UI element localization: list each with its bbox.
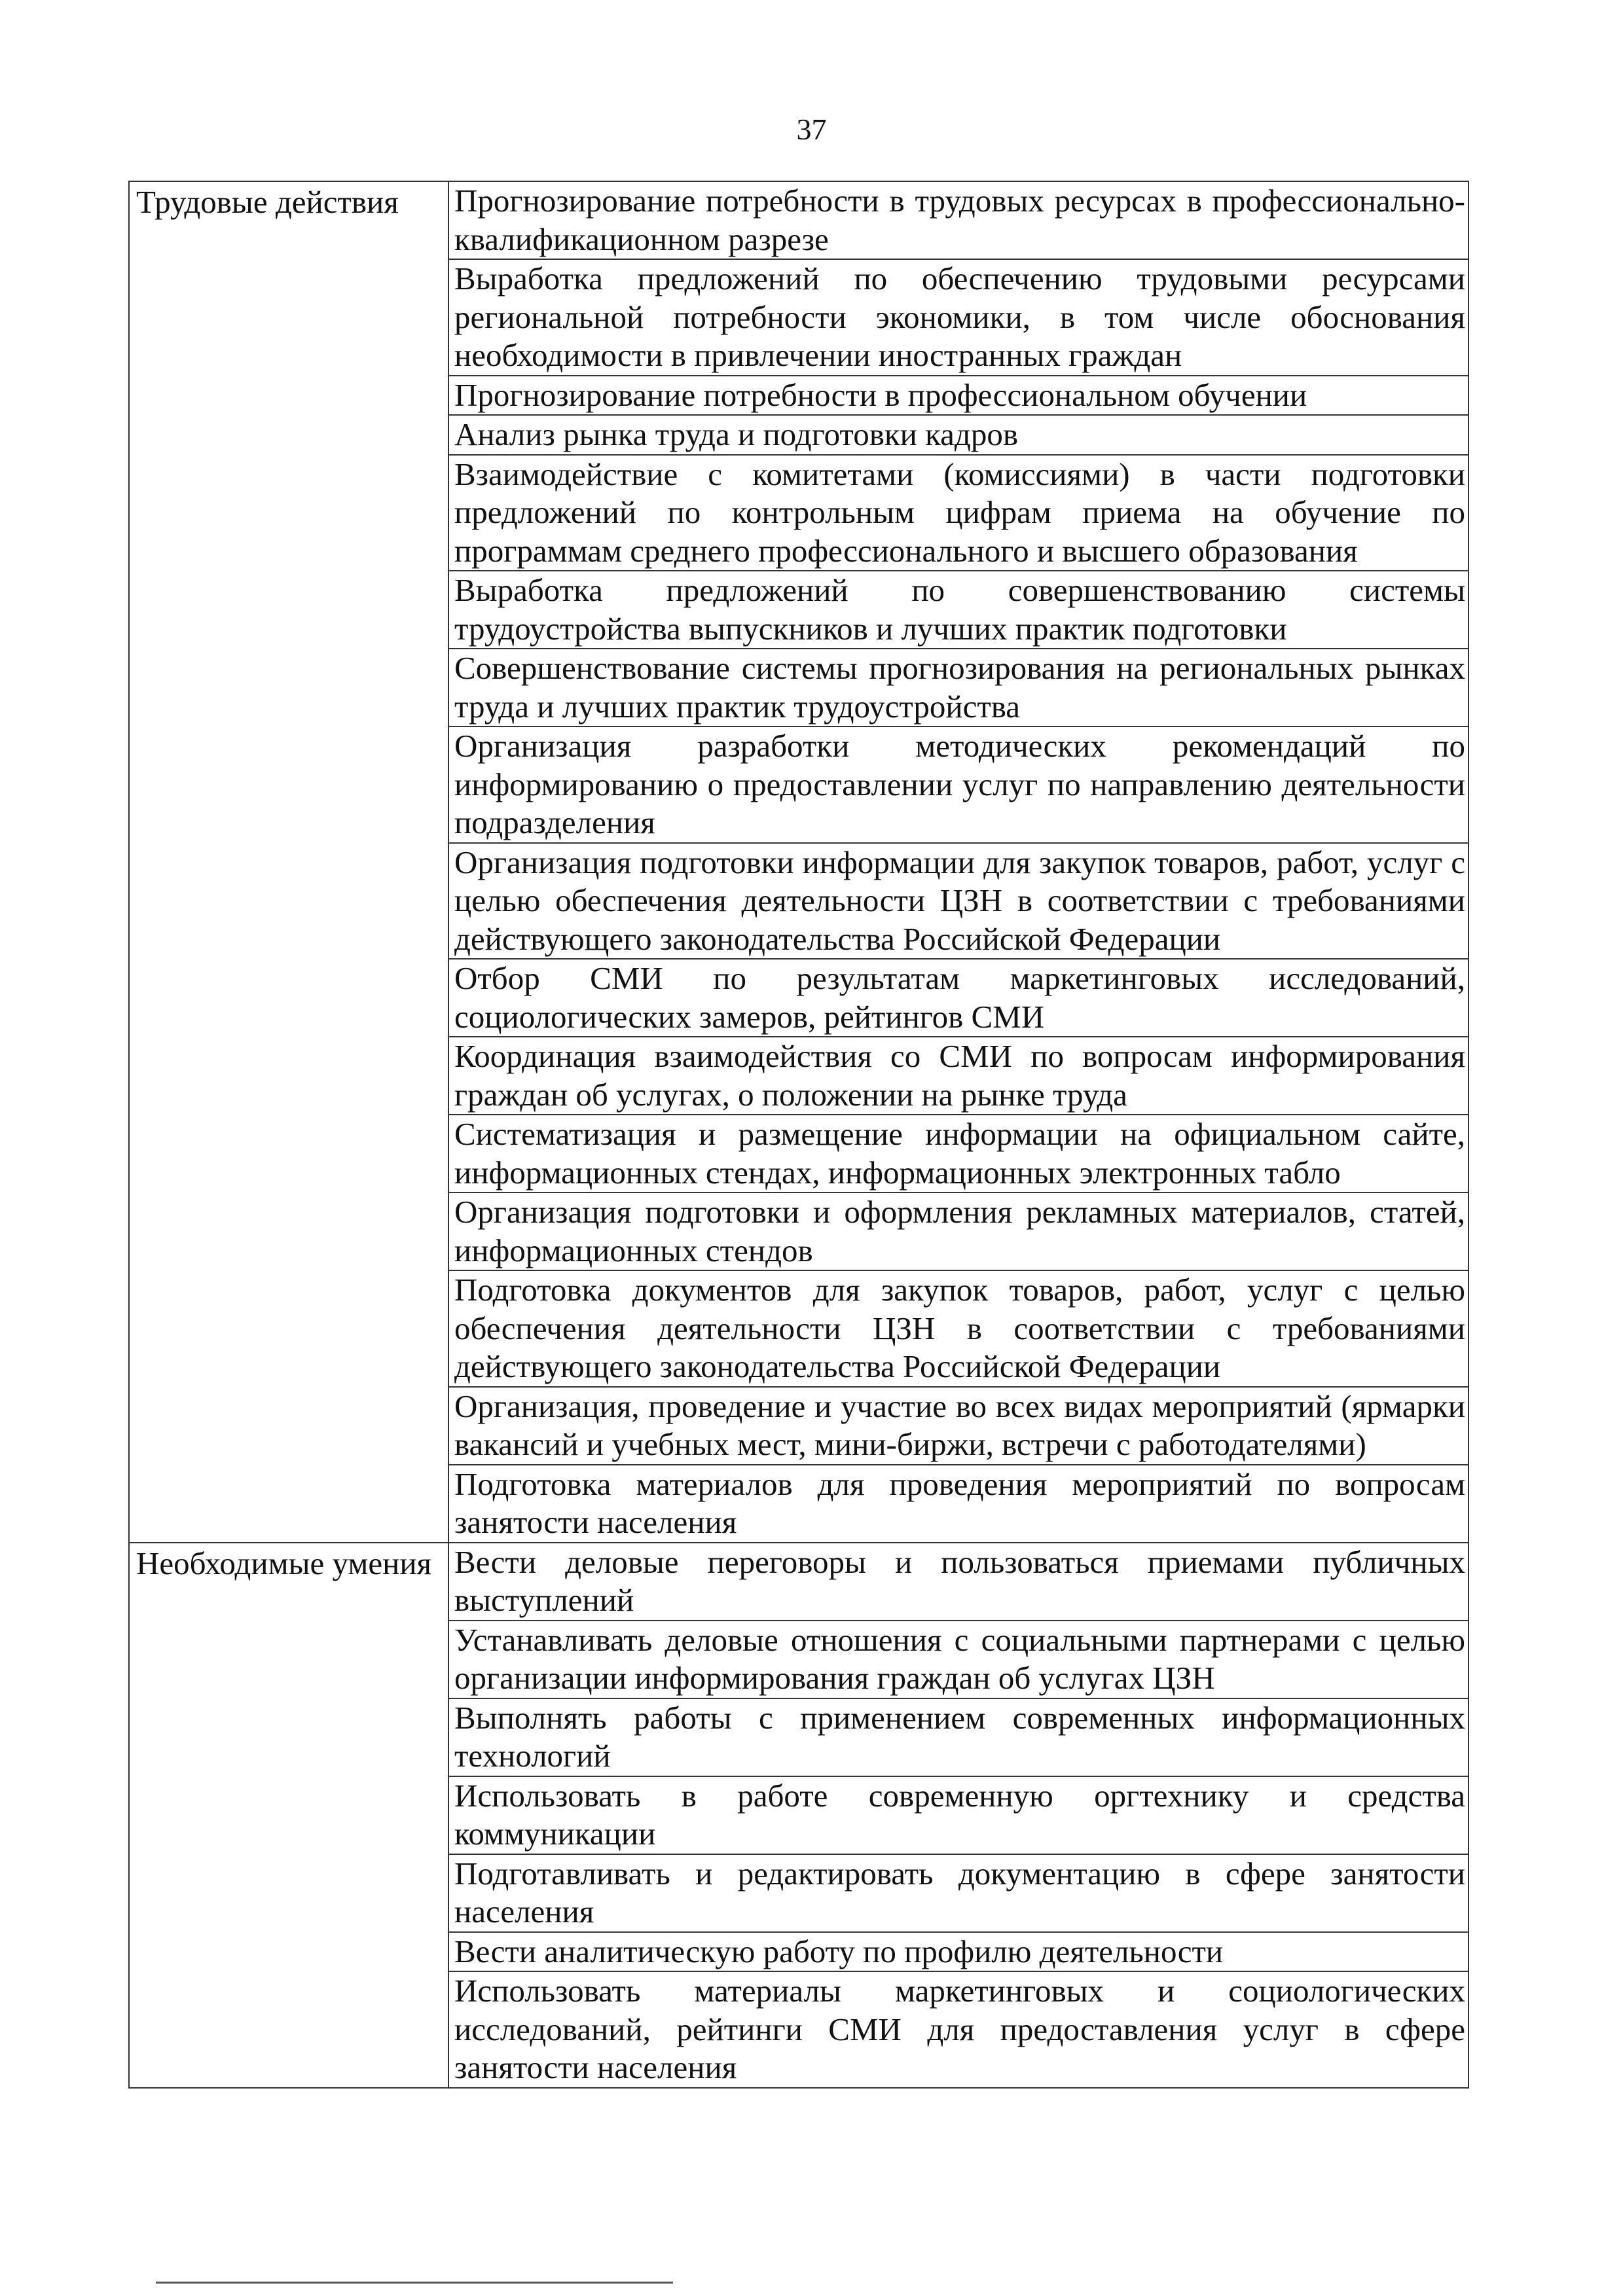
footer-divider <box>156 2282 673 2284</box>
competency-table <box>128 181 1469 2089</box>
labor-action-item: Подготовка материалов для проведения мероприятий по вопросам занятости населения <box>448 1465 1468 1543</box>
labor-action-item: Взаимодействие с комитетами (комиссиями) в части подготовки предложений по контрольным цифрам приема на обучение по программам среднего профессионального и высшего образования <box>448 455 1468 571</box>
page-number: 37 <box>796 113 827 146</box>
labor-action-item: Анализ рынка труда и подготовки кадров <box>448 415 1468 455</box>
labor-action-item: Отбор СМИ по результатам маркетинговых исследований, социологических замеров, рейтингов СМИ <box>448 959 1468 1037</box>
section-label-labor-actions: Трудовые действия <box>129 181 448 1543</box>
required-skill-item: Устанавливать деловые отношения с социальными партнерами с целью организации информирования граждан об услугах ЦЗН <box>448 1621 1468 1698</box>
required-skill-item: Подготавливать и редактировать документацию в сфере занятости населения <box>448 1854 1468 1932</box>
required-skill-item: Выполнять работы с применением современных информационных технологий <box>448 1698 1468 1776</box>
required-skill-item: Использовать в работе современную оргтехнику и средства коммуникации <box>448 1776 1468 1854</box>
labor-action-item: Прогнозирование потребности в профессиональном обучении <box>448 376 1468 416</box>
labor-action-item: Организация, проведение и участие во всех видах мероприятий (ярмарки вакансий и учебных мест, мини-биржи, встречи с работодателями) <box>448 1387 1468 1465</box>
labor-action-item: Организация подготовки и оформления рекламных материалов, статей, информационных стендов <box>448 1193 1468 1270</box>
required-skill-item: Вести деловые переговоры и пользоваться приемами публичных выступлений <box>448 1543 1468 1621</box>
labor-action-item: Прогнозирование потребности в трудовых ресурсах в профессионально-квалификационном разрезе <box>448 181 1468 259</box>
labor-action-item: Совершенствование системы прогнозирования на региональных рынках труда и лучших практик трудоустройства <box>448 649 1468 726</box>
labor-action-item: Выработка предложений по совершенствованию системы трудоустройства выпускников и лучших практик подготовки <box>448 571 1468 649</box>
labor-action-item: Координация взаимодействия со СМИ по вопросам информирования граждан об услугах, о положении на рынке труда <box>448 1037 1468 1115</box>
required-skill-item: Вести аналитическую работу по профилю деятельности <box>448 1932 1468 1972</box>
labor-action-item: Выработка предложений по обеспечению трудовыми ресурсами региональной потребности экономики, в том числе обоснования необходимости в привлечении иностранных граждан <box>448 259 1468 376</box>
labor-action-item: Организация разработки методических рекомендаций по информированию о предоставлении услуг по направлению деятельности подразделения <box>448 726 1468 843</box>
labor-action-item: Подготовка документов для закупок товаров, работ, услуг с целью обеспечения деятельности ЦЗН в соответствии с требованиями действующего законодательства Российской Федерации <box>448 1270 1468 1387</box>
labor-action-item: Организация подготовки информации для закупок товаров, работ, услуг с целью обеспечения деятельности ЦЗН в соответствии с требованиями действующего законодательства Российской Федерации <box>448 843 1468 960</box>
section-label-required-skills: Необходимые умения <box>129 1543 448 2088</box>
table-row <box>129 1543 1468 1621</box>
labor-action-item: Систематизация и размещение информации на официальном сайте, информационных стендах, информационных электронных табло <box>448 1115 1468 1193</box>
required-skill-item: Использовать материалы маркетинговых и социологических исследований, рейтинги СМИ для предоставления услуг в сфере занятости населения <box>448 1971 1468 2088</box>
table-row <box>129 181 1468 259</box>
